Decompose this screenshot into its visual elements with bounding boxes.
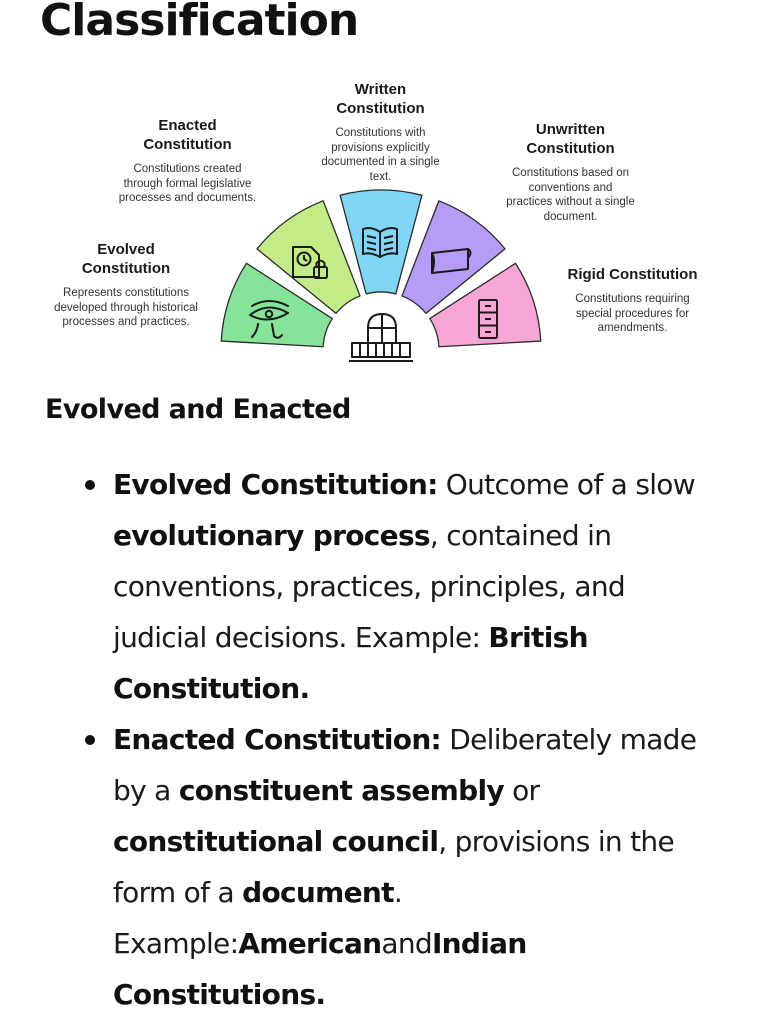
written-constitution-label <box>308 80 453 184</box>
written-constitution-title: Written Constitution <box>336 81 425 117</box>
bold-text-run: Indian Constitutions. <box>113 927 527 1011</box>
bullet-list <box>85 459 725 1020</box>
rigid-constitution-label <box>555 265 710 336</box>
enacted-constitution-desc: Constitutions created through formal legislative processes and documents. <box>118 163 257 204</box>
rigid-constitution-desc: Constitutions requiring special procedures for amendments. <box>575 293 690 334</box>
bold-text-run: British Constitution. <box>113 621 588 705</box>
bullet-evolved-constitution <box>85 459 725 714</box>
evolved-constitution-title: Evolved Constitution <box>81 241 171 277</box>
government-building-icon <box>349 314 413 361</box>
evolved-constitution-label <box>46 240 206 330</box>
text-run: Outcome of a slow <box>437 468 695 501</box>
bold-text-run: document <box>242 876 394 909</box>
unwritten-constitution-label <box>498 120 643 224</box>
page-title: Classification <box>40 0 359 46</box>
bold-text-run: American <box>238 927 382 960</box>
bold-text-run: Enacted Constitution: <box>113 723 442 756</box>
unwritten-constitution-desc: Constitutions based on conventions and practices without a single document. <box>506 167 635 223</box>
text-run: Deliberately made by a <box>113 723 697 807</box>
classification-diagram <box>0 0 768 390</box>
text-run: and <box>381 927 432 960</box>
bold-text-run: constituent assembly <box>178 774 504 807</box>
enacted-constitution-label <box>115 116 260 206</box>
rigid-constitution-title: Rigid Constitution <box>567 266 698 283</box>
bullet-enacted-constitution <box>85 714 725 1020</box>
text-run: , provisions in the form of a <box>113 825 674 909</box>
bold-text-run: constitutional council <box>113 825 439 858</box>
section-heading: Evolved and Enacted <box>45 394 351 425</box>
written-constitution-desc: Constitutions with provisions explicitly documented in a single text. <box>321 127 440 183</box>
text-run: or <box>503 774 540 807</box>
evolved-constitution-desc: Represents constitutions developed through historical processes and practices. <box>54 287 198 328</box>
bold-text-run: evolutionary process <box>113 519 430 552</box>
text-run: . Example: <box>113 876 403 960</box>
unwritten-constitution-title: Unwritten Constitution <box>526 121 615 157</box>
enacted-constitution-title: Enacted Constitution <box>143 117 232 153</box>
bold-text-run: Evolved Constitution: <box>113 468 438 501</box>
text-run: , contained in conventions, practices, principles, and judicial decisions. Example: <box>113 519 625 654</box>
